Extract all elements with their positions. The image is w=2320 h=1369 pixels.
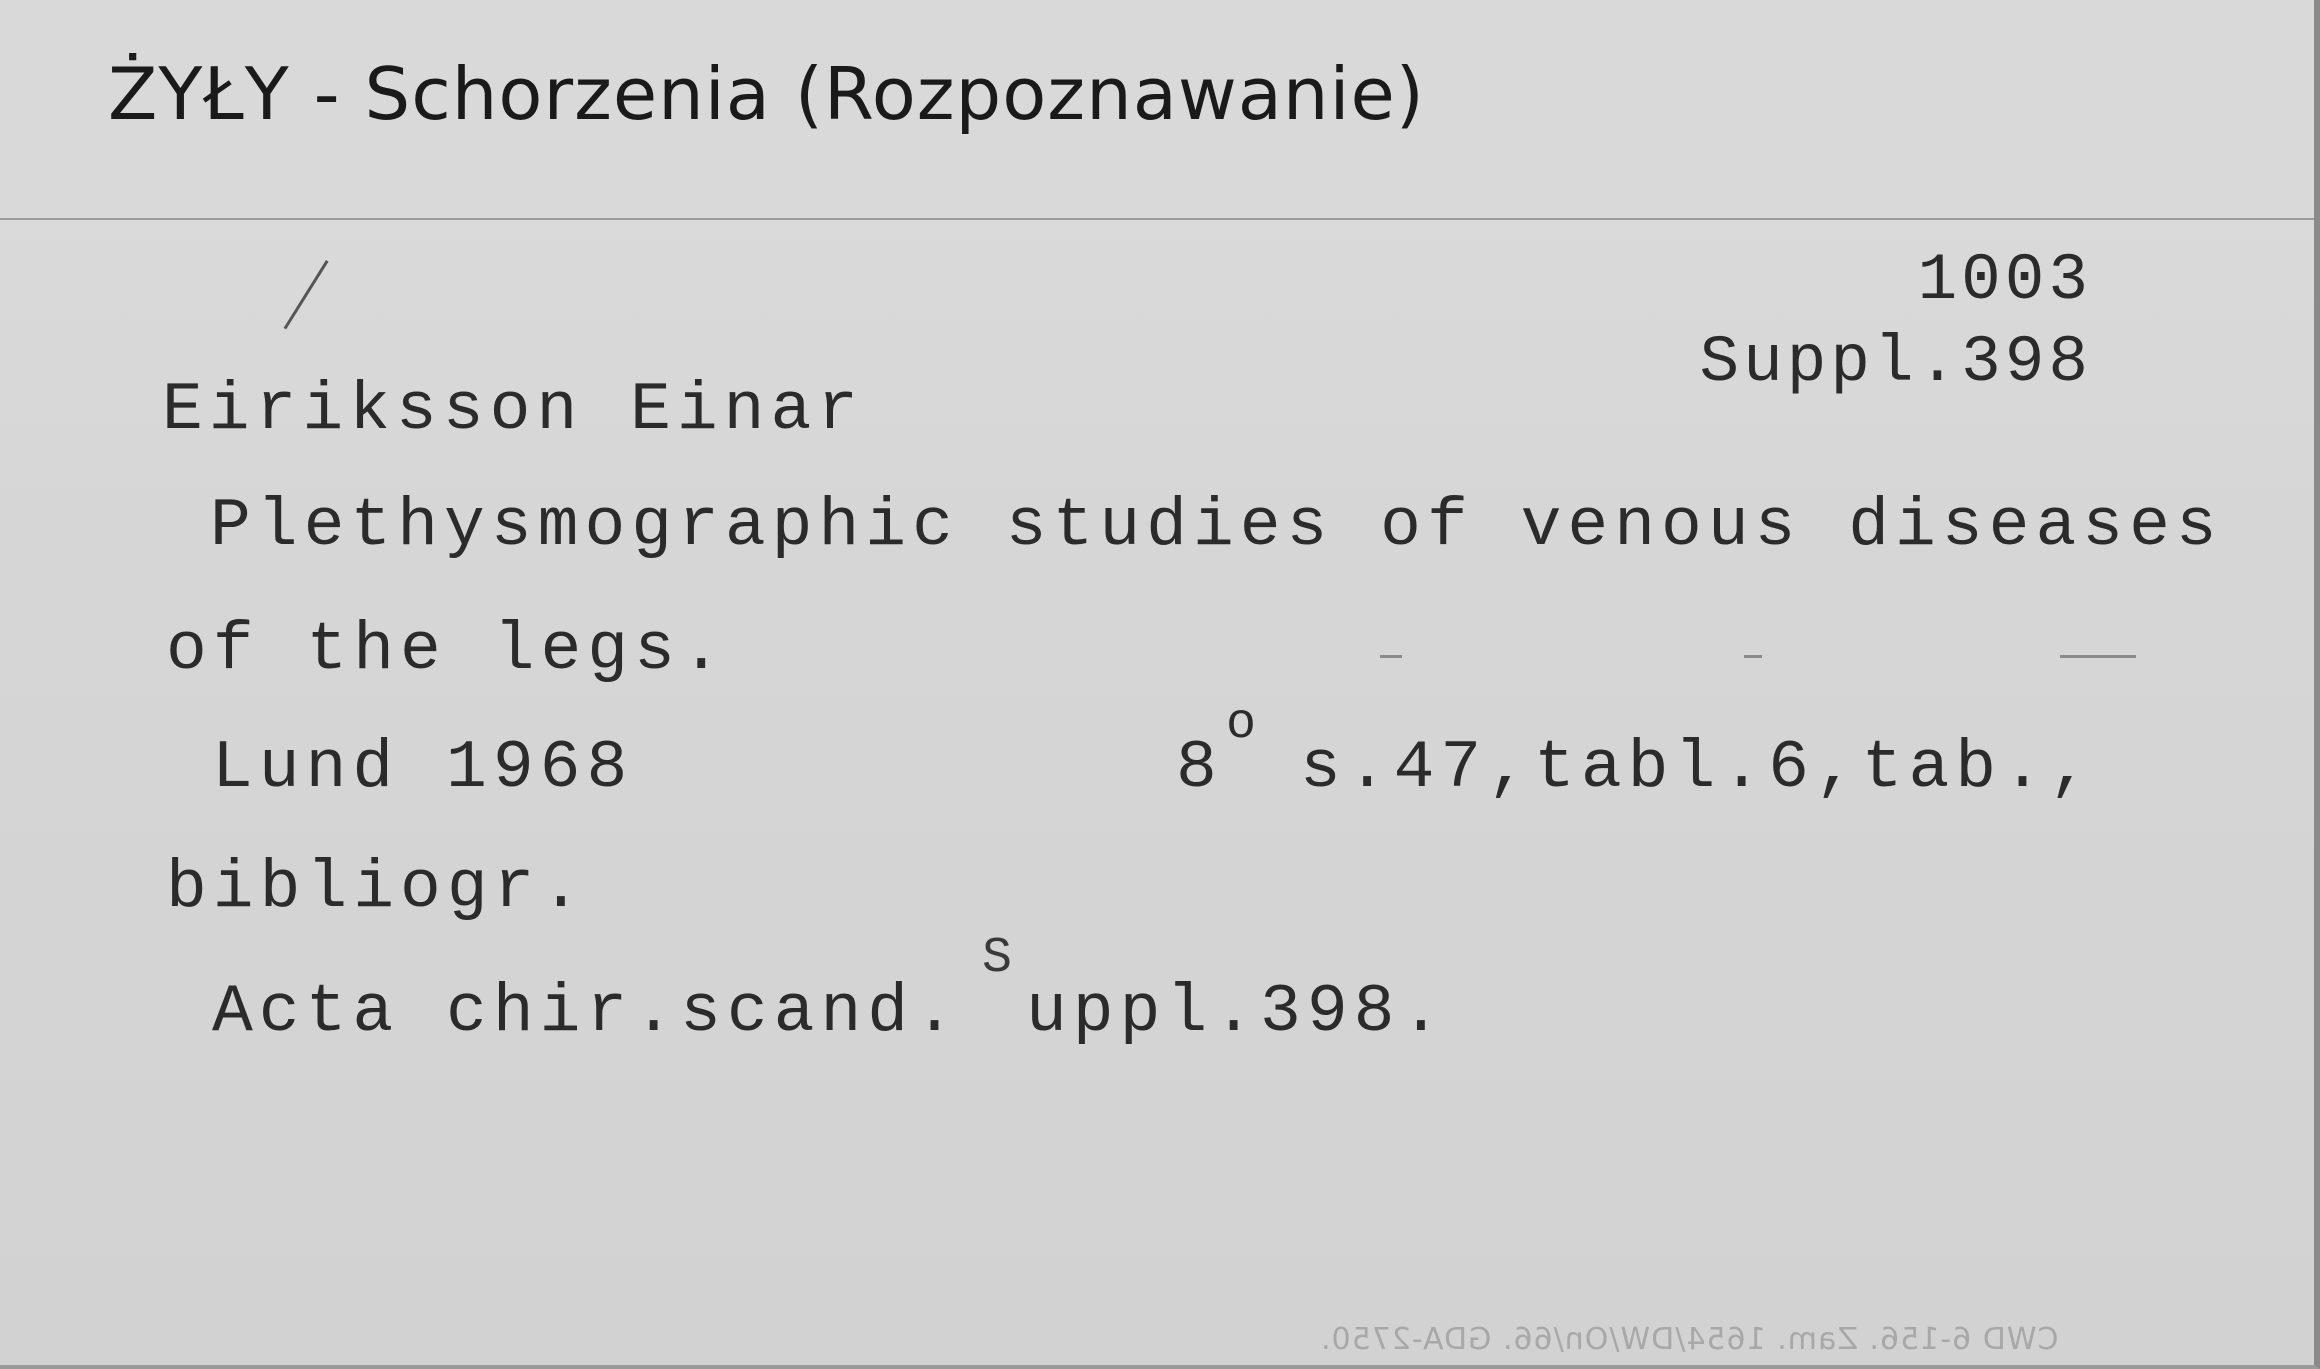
title-line-2: of the legs. bbox=[166, 612, 728, 689]
series-correction-letter: S bbox=[982, 930, 1013, 987]
title-line-1: Plethysmographic studies of venous diseases bbox=[210, 488, 2223, 565]
author-name: Eiriksson Einar bbox=[162, 372, 865, 449]
call-number-block bbox=[1700, 240, 2092, 404]
bibliography-note: bibliogr. bbox=[166, 850, 588, 927]
format-number: 8 bbox=[1176, 730, 1223, 807]
stray-dash-mark bbox=[1380, 655, 1402, 658]
heading-rule bbox=[0, 218, 2314, 220]
format-superscript: o bbox=[1226, 696, 1257, 753]
imprint: Lund 1968 bbox=[212, 730, 634, 807]
pencil-tick-mark bbox=[284, 260, 329, 329]
supplement-number: Suppl.398 bbox=[1699, 325, 2092, 400]
series-suffix: uppl.398. bbox=[1026, 974, 1448, 1051]
call-number: 1003 bbox=[1917, 243, 2092, 318]
stray-dash-mark bbox=[2060, 655, 2136, 658]
series-prefix: Acta chir.scand. bbox=[212, 974, 961, 1051]
physical-description: s.47,tabl.6,tab., bbox=[1300, 730, 2096, 807]
subject-heading: ŻYŁY - Schorzenia (Rozpoznawanie) bbox=[108, 52, 1425, 136]
stray-dash-mark bbox=[1744, 655, 1762, 658]
printer-footer: CWD 6-156. Zam. 1654/DW/On/66. GDA-2750. bbox=[1320, 1322, 2059, 1357]
